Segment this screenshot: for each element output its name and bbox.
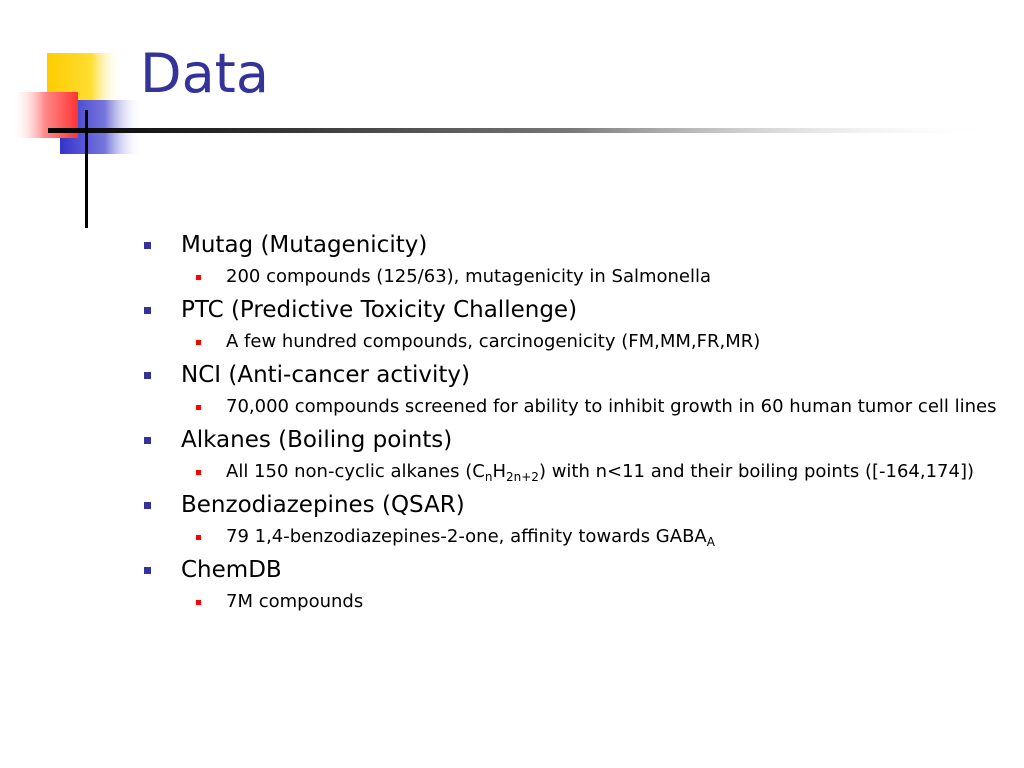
slide-title: Data bbox=[140, 42, 269, 105]
subscript: A bbox=[706, 535, 715, 549]
subscript: 2n+2 bbox=[506, 470, 539, 484]
text-fragment: H bbox=[492, 461, 507, 482]
deco-vertical-line bbox=[85, 110, 88, 228]
sub-list-item bbox=[181, 330, 1000, 354]
list-item bbox=[140, 295, 1000, 354]
subscript: n bbox=[484, 470, 493, 484]
list-item bbox=[140, 360, 1000, 419]
bullet-list bbox=[140, 230, 1000, 620]
square-bullet-icon bbox=[196, 535, 201, 540]
sub-list-item-text: 7M compounds bbox=[226, 591, 364, 612]
square-bullet-icon bbox=[196, 275, 201, 280]
list-item-label: PTC (Predictive Toxicity Challenge) bbox=[181, 297, 578, 323]
list-item-label: Mutag (Mutagenicity) bbox=[181, 232, 428, 258]
square-bullet-icon bbox=[144, 502, 151, 509]
square-bullet-icon bbox=[196, 340, 201, 345]
list-item bbox=[140, 490, 1000, 549]
square-bullet-icon bbox=[196, 600, 201, 605]
list-item bbox=[140, 555, 1000, 614]
list-item-label: Alkanes (Boiling points) bbox=[181, 427, 453, 453]
square-bullet-icon bbox=[144, 567, 151, 574]
square-bullet-icon bbox=[196, 470, 201, 475]
sub-list-item-text: 70,000 compounds screened for ability to inhibit growth in 60 human tumor cell lines bbox=[226, 396, 997, 417]
sub-list-item bbox=[181, 395, 1000, 419]
deco-horizontal-line bbox=[48, 128, 998, 133]
square-bullet-icon bbox=[144, 307, 151, 314]
square-bullet-icon bbox=[196, 405, 201, 410]
sub-list-item-text: 200 compounds (125/63), mutagenicity in Salmonella bbox=[226, 266, 712, 287]
text-fragment: ) with n<11 and their boiling points ([-164,174]) bbox=[538, 461, 974, 482]
slide-decoration bbox=[0, 0, 1024, 240]
sub-list-item-text: A few hundred compounds, carcinogenicity (FM,MM,FR,MR) bbox=[226, 331, 761, 352]
list-item bbox=[140, 425, 1000, 484]
sub-list-item bbox=[181, 590, 1000, 614]
sub-list-item bbox=[181, 265, 1000, 289]
list-item bbox=[140, 230, 1000, 289]
text-fragment: All 150 non-cyclic alkanes (C bbox=[226, 461, 485, 482]
list-item-label: ChemDB bbox=[181, 557, 282, 583]
sub-list-item-text bbox=[226, 525, 1000, 549]
sub-list-item-text bbox=[226, 460, 1000, 484]
square-bullet-icon bbox=[144, 242, 151, 249]
text-fragment: 79 1,4-benzodiazepines-2-one, affinity towards GABA bbox=[226, 526, 707, 547]
square-bullet-icon bbox=[144, 372, 151, 379]
list-item-label: Benzodiazepines (QSAR) bbox=[181, 492, 465, 518]
list-item-label: NCI (Anti-cancer activity) bbox=[181, 362, 470, 388]
square-bullet-icon bbox=[144, 437, 151, 444]
sub-list-item bbox=[181, 460, 1000, 484]
sub-list-item bbox=[181, 525, 1000, 549]
